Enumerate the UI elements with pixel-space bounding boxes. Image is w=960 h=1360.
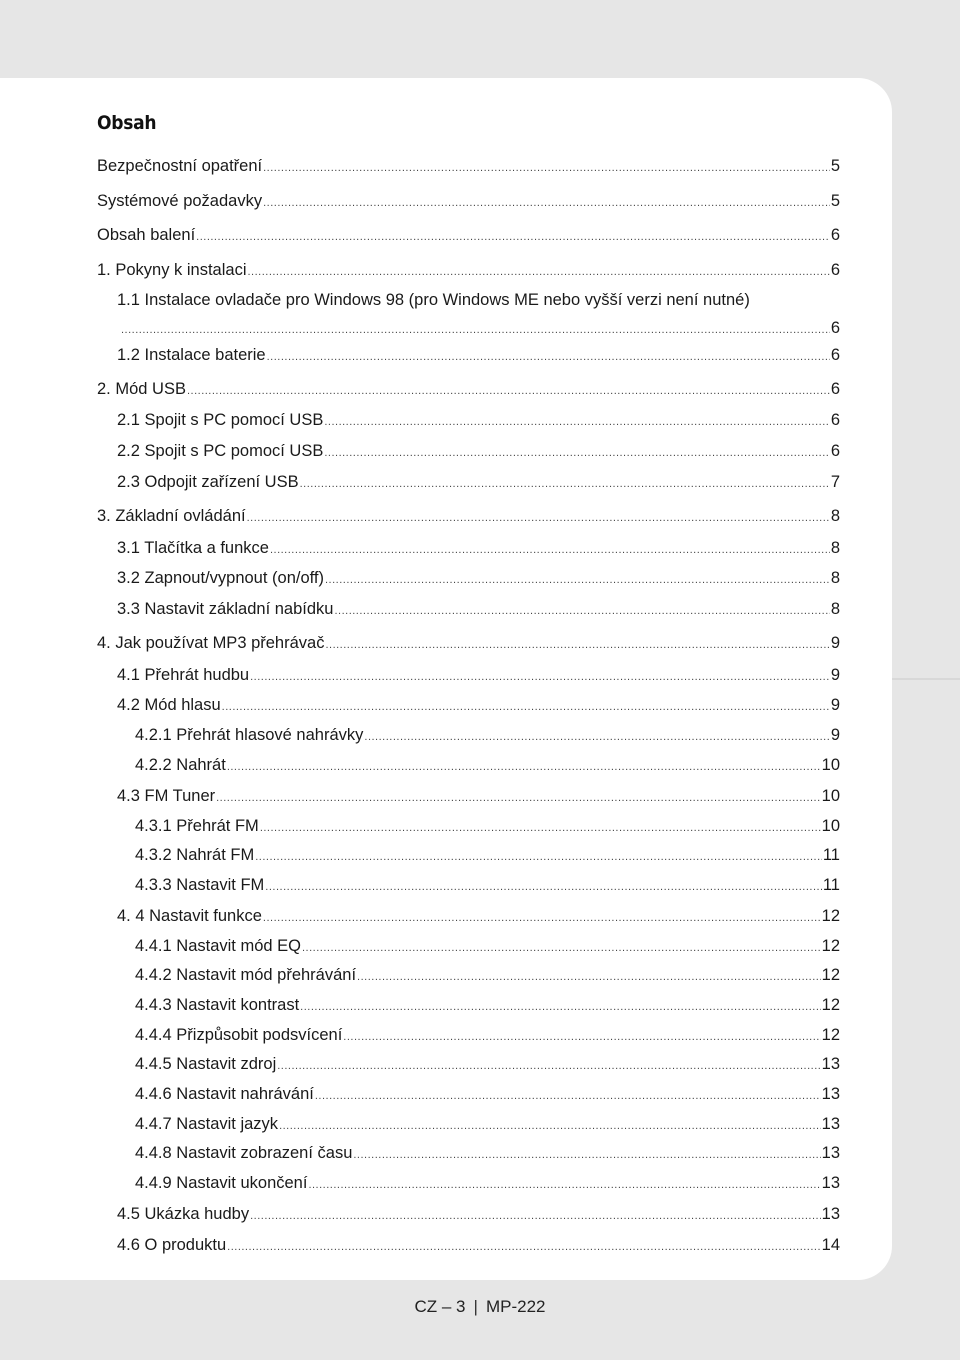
toc-entry [117,470,840,494]
toc-entry [97,258,840,282]
toc-entry [117,784,840,808]
toc-entry [135,993,840,1017]
toc-entry-label: 3.2 Zapnout/vypnout (on/off) [117,569,324,587]
toc-entry-label: 3. Základní ovládání [97,507,246,525]
toc-entry [97,377,840,401]
toc-entry [135,934,840,958]
toc-dot-leader [334,599,829,623]
toc-entry [97,631,840,655]
toc-entry-page: 9 [830,726,840,744]
toc-entry-label: Obsah balení [97,226,196,244]
toc-entry-label: 1.1 Instalace ovladače pro Windows 98 (pro Windows ME nebo vyšší verzi není nutné) [117,291,750,309]
toc-entry-label: 1.2 Instalace baterie [117,346,266,364]
toc-entry [117,1233,840,1257]
toc-entry [117,288,750,312]
toc-entry-label: Bezpečnostní opatření [97,157,263,175]
toc-entry-label: 4.4.9 Nastavit ukončení [135,1174,308,1192]
toc-entry-label: 3.3 Nastavit základní nabídku [117,600,334,618]
footer-page-number: CZ – 3 [414,1297,466,1316]
toc-entry-page: 13 [821,1085,840,1103]
toc-entry [97,223,840,247]
toc-dot-leader [300,472,830,496]
toc-entry-page: 13 [821,1205,840,1223]
toc-entry-page: 9 [830,634,840,652]
toc-entry-label: 4.2.1 Přehrát hlasové nahrávky [135,726,364,744]
toc-entry-label: 1. Pokyny k instalaci [97,261,247,279]
toc-entry-page: 7 [830,473,840,491]
toc-entry [117,597,840,621]
toc-dot-leader [265,875,822,899]
toc-entry [135,1052,840,1076]
margin-divider [892,678,960,680]
toc-entry-page: 6 [830,261,840,279]
toc-entry [135,1141,840,1165]
toc-entry [135,753,840,777]
toc-entry [117,343,840,367]
toc-entry-label: 4.4.6 Nastavit nahrávání [135,1085,314,1103]
toc-title: Obsah [97,112,157,134]
toc-entry-page: 11 [822,846,840,864]
toc-entry-page: 13 [821,1055,840,1073]
toc-dot-leader [247,260,829,284]
toc-entry-label: 4.3 FM Tuner [117,787,216,805]
toc-dot-leader [227,755,821,779]
toc-entry [117,1202,840,1226]
toc-dot-leader [357,965,821,989]
toc-dot-leader [324,410,829,434]
toc-entry-label: 4.2.2 Nahrát [135,756,226,774]
toc-entry [117,693,840,717]
toc-dot-leader [227,1235,820,1259]
toc-entry [135,1171,840,1195]
toc-dot-leader [121,318,830,342]
toc-dot-leader [343,1025,820,1049]
toc-entry [135,843,840,867]
toc-dot-leader [270,538,830,562]
toc-entry-page: 12 [821,907,840,925]
toc-entry-page: 10 [821,787,840,805]
toc-entry-label: 4. 4 Nastavit funkce [117,907,262,925]
toc-dot-leader [353,1143,820,1167]
toc-entry-label: 2. Mód USB [97,380,186,398]
toc-entry-label: 4. Jak používat MP3 přehrávač [97,634,325,652]
toc-entry [117,536,840,560]
toc-dot-leader [222,695,830,719]
toc-dot-leader [247,506,830,530]
toc-entry-label: 4.4.1 Nastavit mód EQ [135,937,301,955]
toc-entry [117,439,840,463]
toc-entry [117,663,840,687]
toc-entry-label: 4.5 Ukázka hudby [117,1205,250,1223]
toc-entry-page: 5 [830,157,840,175]
toc-entry-page: 13 [821,1174,840,1192]
toc-dot-leader [267,345,830,369]
toc-dot-leader [325,633,829,657]
toc-entry-page: 10 [821,817,840,835]
toc-entry [97,189,840,213]
footer-model: MP-222 [485,1297,546,1316]
toc-entry-label: 4.3.3 Nastavit FM [135,876,265,894]
toc-entry-page: 9 [830,696,840,714]
toc-entry [135,1023,840,1047]
toc-entry-label: 4.4.5 Nastavit zdroj [135,1055,277,1073]
toc-entry-page: 10 [821,756,840,774]
toc-entry [120,316,840,340]
toc-entry-label: 2.2 Spojit s PC pomocí USB [117,442,324,460]
toc-entry-page: 5 [830,192,840,210]
toc-entry-label: 4.4.8 Nastavit zobrazení času [135,1144,353,1162]
toc-dot-leader [216,786,821,810]
toc-entry [135,873,840,897]
toc-entry-page: 14 [821,1236,840,1254]
toc-dot-leader [255,845,822,869]
toc-entry [97,154,840,178]
toc-entry-label: 4.4.4 Přizpůsobit podsvícení [135,1026,343,1044]
toc-entry [135,1112,840,1136]
toc-entry [135,723,840,747]
toc-dot-leader [263,906,821,930]
toc-entry [117,408,840,432]
toc-entry-page: 8 [830,569,840,587]
toc-entry-label: 2.3 Odpojit zařízení USB [117,473,299,491]
toc-entry-page: 9 [830,666,840,684]
toc-dot-leader [196,225,830,249]
toc-entry-label: Systémové požadavky [97,192,263,210]
toc-dot-leader [260,816,821,840]
toc-entry-page: 11 [822,876,840,894]
toc-dot-leader [279,1114,821,1138]
toc-entry-page: 12 [821,937,840,955]
toc-entry-page: 12 [821,966,840,984]
page-footer [0,1297,960,1317]
toc-dot-leader [308,1173,820,1197]
toc-entry [135,963,840,987]
toc-entry-label: 4.4.2 Nastavit mód přehrávání [135,966,357,984]
toc-dot-leader [300,995,820,1019]
toc-entry-page: 6 [830,411,840,429]
toc-entry-page: 6 [830,319,840,337]
toc-entry [117,566,840,590]
toc-entry-label: 4.4.7 Nastavit jazyk [135,1115,279,1133]
toc-entry-page: 8 [830,539,840,557]
toc-dot-leader [302,936,821,960]
toc-entry-page: 6 [830,226,840,244]
toc-dot-leader [364,725,829,749]
toc-dot-leader [263,191,830,215]
toc-dot-leader [263,156,830,180]
toc-entry [97,504,840,528]
toc-entry-page: 13 [821,1115,840,1133]
toc-entry-label: 4.6 O produktu [117,1236,227,1254]
toc-entry-label: 4.3.2 Nahrát FM [135,846,255,864]
footer-separator: | [473,1297,478,1316]
toc-dot-leader [187,379,830,403]
toc-entry-page: 8 [830,507,840,525]
toc-entry-label: 3.1 Tlačítka a funkce [117,539,269,557]
toc-entry [135,814,840,838]
toc-entry-label: 4.3.1 Přehrát FM [135,817,259,835]
toc-entry-page: 6 [830,380,840,398]
toc-entry-page: 6 [830,346,840,364]
toc-dot-leader [250,665,830,689]
toc-entry-label: 2.1 Spojit s PC pomocí USB [117,411,324,429]
toc-entry-page: 12 [821,996,840,1014]
toc-entry-page: 6 [830,442,840,460]
toc-entry-page: 13 [821,1144,840,1162]
toc-entry-page: 12 [821,1026,840,1044]
toc-dot-leader [277,1054,820,1078]
toc-entry-label: 4.1 Přehrát hudbu [117,666,250,684]
toc-entry [117,904,840,928]
toc-entry-page: 8 [830,600,840,618]
toc-dot-leader [325,568,830,592]
toc-dot-leader [250,1204,821,1228]
toc-dot-leader [324,441,829,465]
toc-entry-label: 4.4.3 Nastavit kontrast [135,996,300,1014]
toc-entry-label: 4.2 Mód hlasu [117,696,221,714]
toc-entry [135,1082,840,1106]
toc-dot-leader [315,1084,821,1108]
